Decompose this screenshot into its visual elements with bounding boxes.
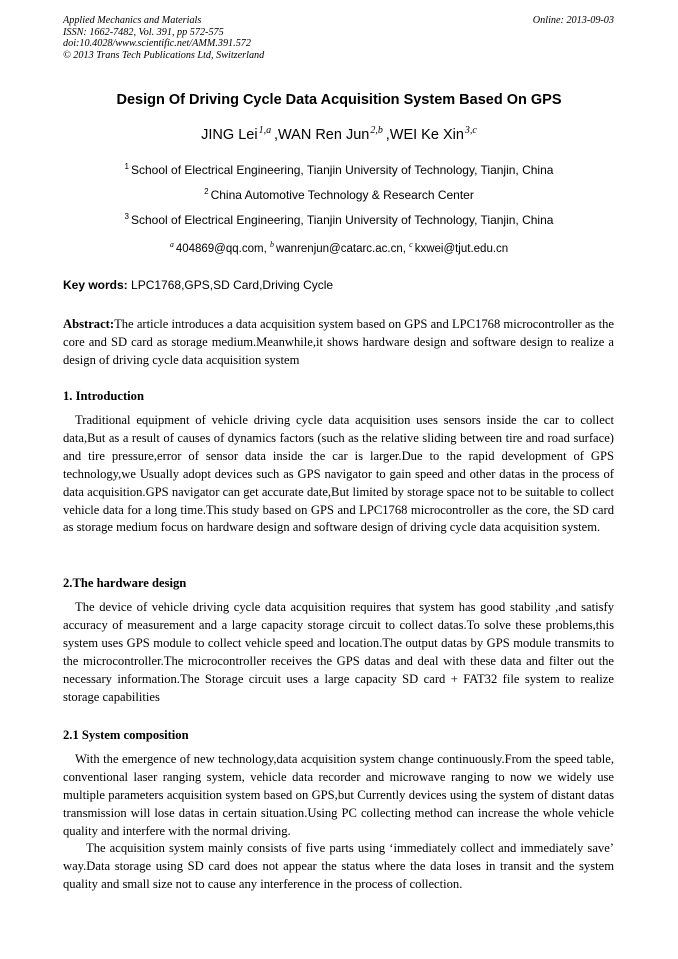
section-heading-hardware: 2.The hardware design (63, 576, 187, 590)
author-marker: 3,c (464, 125, 477, 136)
affiliation-marker: 1 (124, 162, 129, 171)
email-address: kxwei@tjut.edu.cn (414, 243, 509, 255)
affiliation (0, 162, 678, 177)
keywords-text: LPC1768,GPS,SD Card,Driving Cycle (131, 278, 334, 292)
paragraph-composition-2: The acquisition system mainly consists of five parts using ‘immediately collect and immediately save’ way.Data storage using SD card does not appear the status where the data loses in transit and the system quality and small size not to cause any interference in the process of collection. (63, 841, 614, 891)
affiliation-text: School of Electrical Engineering, Tianjin University of Technology, Tianjin, China (131, 163, 554, 177)
email-marker: a (169, 240, 174, 249)
doi-line: doi:10.4028/www.scientific.net/AMM.391.572 (63, 38, 251, 50)
keywords (63, 278, 615, 292)
paper-title: Design Of Driving Cycle Data Acquisition System Based On GPS (116, 92, 562, 108)
author-list: JING Lei$^{1,a}$ ,WAN Ren Jun$^{2,b}$ ,WEI Ke Xin$^{3,c}$ (201, 125, 477, 143)
journal-name: Applied Mechanics and Materials (63, 15, 202, 26)
paragraph-introduction: Traditional equipment of vehicle driving cycle data acquisition uses sensors inside the car to collect data,But as a result of causes of dynamics factors (such as the relative sliding between tire and road surface) and tire pressure,error of sensor data inside the car is larger.Due to the rapid development of GPS technology,we Usually adopt devices such as GPS navigator to gain speed and other datas in the process of data acquisition.GPS navigator can get accurate date,But limited by storage space not to be suitable to collect vehicle data for a long time.This study based on GPS and LPC1768 microcontroller as the core, the SD card as storage medium focus on hardware design and software design of driving cycle data acquisition system. (63, 413, 614, 535)
email-address: wanrenjun@catarc.ac.cn, (275, 243, 406, 255)
online-date: Online: 2013-09-03 (532, 15, 614, 26)
section-heading-composition: 2.1 System composition (63, 728, 189, 742)
affiliation-text: China Automotive Technology & Research Center (210, 188, 474, 202)
email-marker: b (269, 240, 274, 249)
email-address: 404869@qq.com, (175, 243, 267, 255)
affiliation (0, 212, 678, 227)
affiliation (0, 187, 678, 202)
author-name: JING Lei (201, 127, 258, 143)
affiliation-text: School of Electrical Engineering, Tianjin University of Technology, Tianjin, China (131, 213, 554, 227)
affiliation-marker: 2 (204, 187, 209, 196)
journal-header (63, 15, 264, 61)
author-marker: 1,a (258, 125, 272, 136)
copyright-line: © 2013 Trans Tech Publications Ltd, Switzerland (63, 49, 265, 61)
author-name: WAN Ren Jun (278, 127, 370, 143)
abstract (63, 316, 614, 370)
issn-line: ISSN: 1662-7482, Vol. 391, pp 572-575 (63, 26, 224, 38)
abstract-text: The article introduces a data acquisition system based on GPS and LPC1768 microcontroller as the core and SD card as storage medium.Meanwhile,it shows hardware design and software design to realize a design of driving cycle data acquisition system (63, 317, 614, 367)
author-marker: 2,b (370, 125, 383, 136)
abstract-label: Abstract: (63, 317, 115, 331)
paragraph-hardware: The device of vehicle driving cycle data acquisition requires that system has good stability ,and satisfy accuracy of measurement and a large capacity storage circuit to collect datas.To solve these problems,this system uses GPS module to collect vehicle speed and location.The output datas by GPS module transmits to the microcontroller.The microcontroller receives the GPS datas and deal with these data and filter out the necessary information.The Storage circuit uses a large capacity SD card + FAT32 file system to realize storage capabilities (63, 600, 614, 704)
email-marker: c (409, 240, 413, 249)
author-name: WEI Ke Xin (389, 127, 464, 143)
keywords-label: Key words: (63, 278, 128, 292)
section-heading-introduction: 1. Introduction (63, 389, 144, 403)
email-list (0, 240, 678, 255)
paragraph-composition-1: With the emergence of new technology,data acquisition system change continuously.From the speed table, conventional laser ranging system, vehicle data recorder and microwave ranging to now we widely use multiple parameters acquisition system based on GPS,but Currently devices using the system of distant datas transmission will lose datas in certain situation.Using PC collecting method can increase the whole vehicle quality and interfere with the normal driving. (63, 752, 614, 838)
affiliation-marker: 3 (124, 212, 129, 221)
